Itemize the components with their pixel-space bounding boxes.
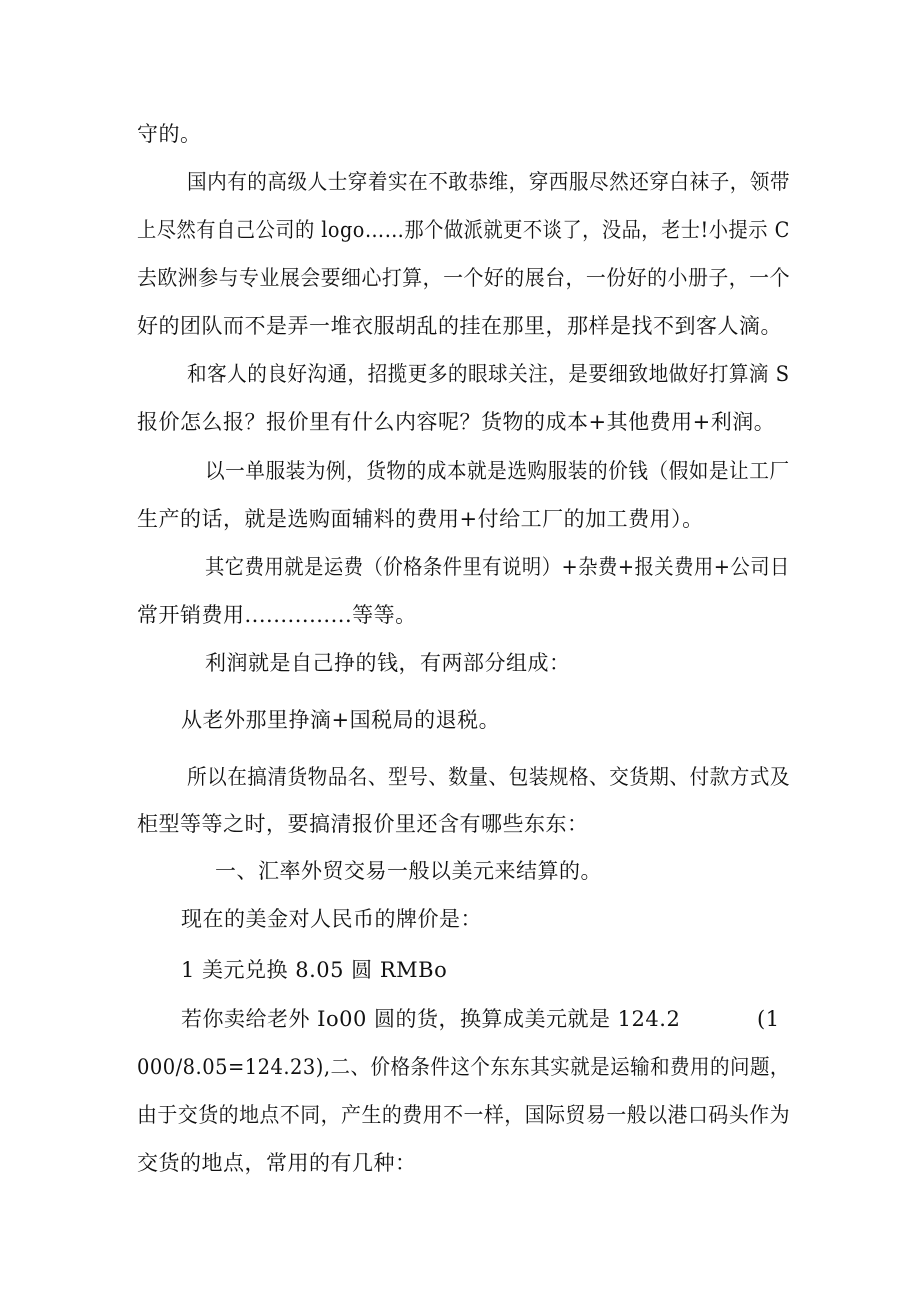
text-line-2: 国内有的高级人士穿着实在不敢恭维，穿西服尽然还穿白袜子，领带: [187, 170, 791, 194]
text-line-3: 上尽然有自己公司的 logo……那个做派就更不谈了，没品，老士!小提示 C: [137, 218, 790, 242]
text-line-16: 一、汇率外贸交易一般以美元来结算的。: [215, 859, 602, 883]
text-line-8: 以一单服装为例，货物的成本就是选购服装的价钱（假如是让工厂: [205, 459, 790, 483]
text-line-15: 柜型等等之时，要搞清报价里还含有哪些东东：: [137, 812, 589, 836]
text-line-1: 守的。: [137, 122, 202, 146]
text-line-6: 和客人的良好沟通，招揽更多的眼球关注，是要细致地做好打算滴 S: [187, 362, 790, 386]
text-line-19: 若你卖给老外 Io00 圆的货，换算成美元就是 124.2: [181, 1007, 681, 1031]
text-line-7: 报价怎么报？报价里有什么内容呢？货物的成本+其他费用+利润。: [137, 410, 776, 434]
text-line-20: 000/8.05=124.23),二、价格条件这个东东其实就是运输和费用的问题，: [137, 1055, 790, 1079]
text-line-18: 1 美元兑换 8.05 圆 RMBo: [181, 958, 448, 982]
text-line-9: 生产的话，就是选购面辅料的费用+付给工厂的加工费用）。: [137, 507, 704, 531]
text-line-19-tail: (1: [757, 1007, 780, 1031]
text-line-10: 其它费用就是运费（价格条件里有说明）+杂费+报关费用+公司日: [205, 555, 790, 579]
text-line-4: 去欧洲参与专业展会要细心打算，一个好的展台，一份好的小册子，一个: [137, 266, 790, 290]
text-line-12: 利润就是自己挣的钱，有两部分组成：: [205, 651, 571, 675]
text-line-13: 从老外那里挣滴+国税局的退税。: [181, 708, 501, 732]
text-line-21: 由于交货的地点不同，产生的费用不一样，国际贸易一般以港口码头作为: [137, 1103, 790, 1127]
text-line-11: 常开销费用...............等等。: [137, 603, 417, 627]
text-line-14: 所以在搞清货物品名、型号、数量、包装规格、交货期、付款方式及: [187, 765, 791, 789]
text-line-17: 现在的美金对人民币的牌价是：: [181, 907, 482, 931]
text-line-5: 好的团队而不是弄一堆衣服胡乱的挂在那里，那样是找不到客人滴。: [137, 314, 782, 338]
text-line-22: 交货的地点，常用的有几种：: [137, 1151, 417, 1175]
